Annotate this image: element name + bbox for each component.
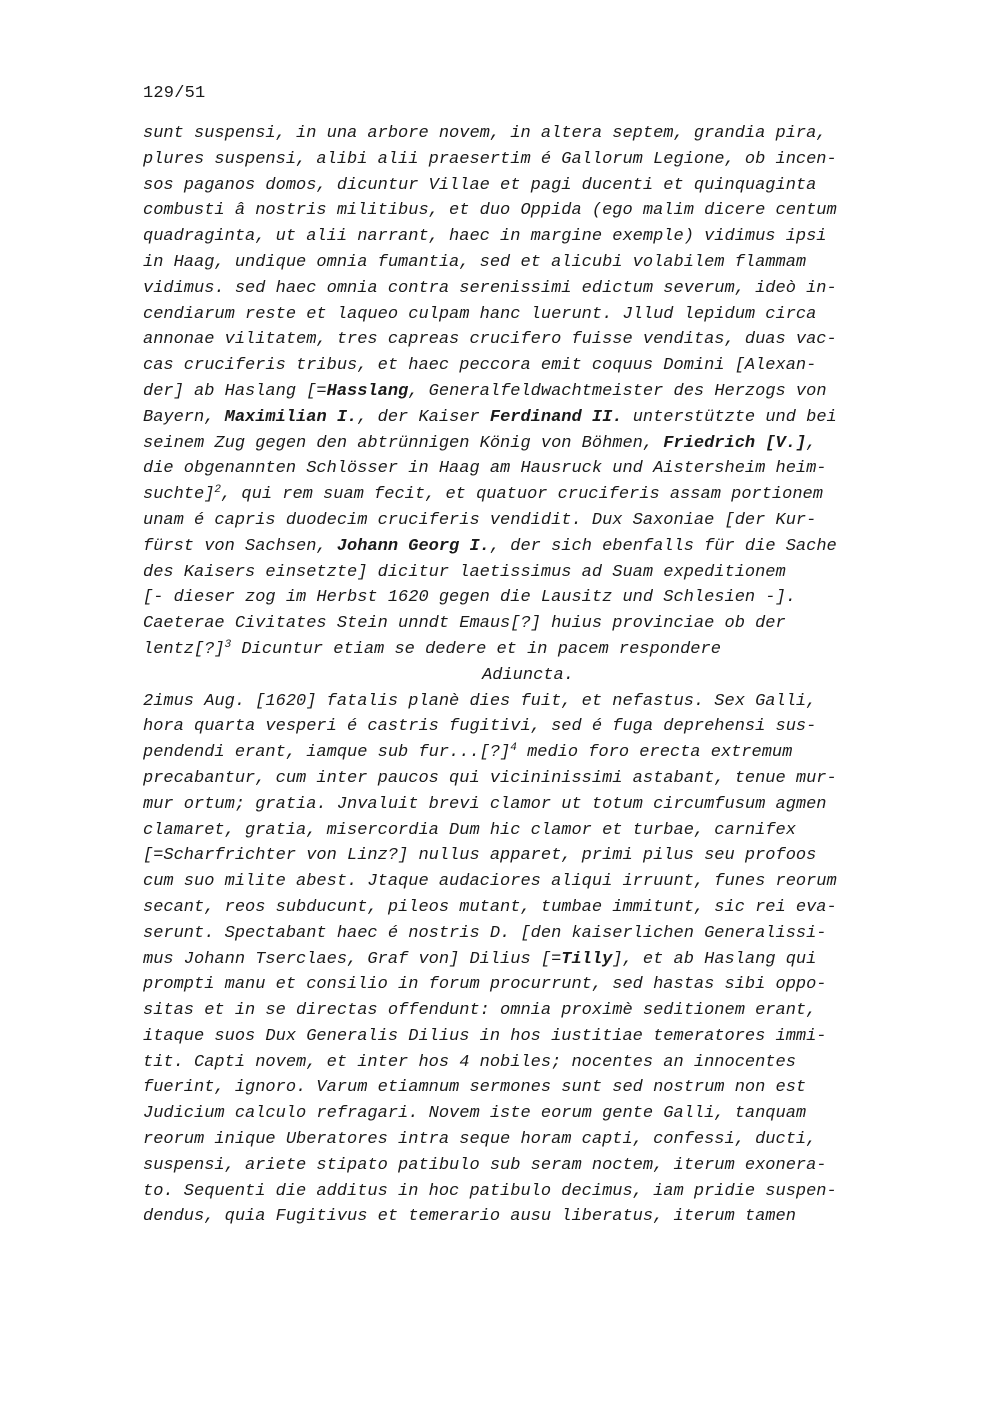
text-segment: sos paganos domos, dicuntur Villae et pagi ducenti et quinquaginta — [143, 175, 817, 195]
text-line — [143, 611, 913, 637]
text-segment: itaque suos Dux Generalis Dilius in hos iustitiae temeratores immi- — [143, 1026, 827, 1046]
text-segment: des Kaisers einsetzte] dicitur laetissimus ad Suam expeditionem — [143, 562, 786, 582]
text-line — [143, 1204, 913, 1230]
text-segment: , der Kaiser — [357, 407, 490, 427]
text-segment: fuerint, ignoro. Varum etiamnum sermones sunt sed nostrum non est — [143, 1078, 807, 1098]
footnote-marker: 3 — [224, 638, 232, 651]
text-segment: cas cruciferis tribus, et haec peccora emit coquus Domini [Alexan- — [143, 356, 817, 376]
text-line — [143, 585, 913, 611]
text-segment: sitas et in se directas offendunt: omnia proximè seditionem erant, — [143, 1001, 817, 1021]
text-line — [143, 173, 913, 199]
text-segment: Bayern, — [143, 407, 225, 427]
text-segment: , qui rem suam fecit, et quatuor cruciferis assam portionem — [221, 485, 823, 505]
bold-name: Hasslang — [326, 381, 409, 401]
text-segment: Judicium calculo refragari. Novem iste eorum gente Galli, tanquam — [143, 1104, 807, 1124]
text-segment: suspensi, ariete stipato patibulo sub seram noctem, iterum exonera- — [143, 1155, 827, 1175]
text-segment: die obgenannten Schlösser in Haag am Hausruck und Aistersheim heim- — [143, 459, 827, 479]
text-line — [143, 379, 913, 405]
text-line — [143, 689, 913, 715]
text-segment: unterstützte und bei — [622, 407, 837, 427]
text-segment: mus Johann Tserclaes, Graf von] Dilius [= — [143, 949, 562, 969]
text-segment: [=Scharfrichter von Linz?] nullus apparet, primi pilus seu profoos — [143, 846, 817, 866]
page-number: 129/51 — [143, 84, 206, 103]
text-line — [143, 1127, 913, 1153]
text-segment: , Generalfeldwachtmeister des Herzogs von — [408, 381, 827, 401]
text-segment: prompti manu et consilio in forum procurrunt, sed hastas sibi oppo- — [143, 975, 827, 995]
text-segment: tit. Capti novem, et inter hos 4 nobiles; nocentes an innocentes — [143, 1052, 796, 1072]
text-line — [143, 250, 913, 276]
text-line — [143, 972, 913, 998]
text-line — [143, 302, 913, 328]
text-segment: mur ortum; gratia. Jnvaluit brevi clamor ut totum circumfusum agmen — [143, 794, 827, 814]
text-segment: sunt suspensi, in una arbore novem, in altera septem, grandia pira, — [143, 124, 827, 143]
text-line — [143, 843, 913, 869]
text-line — [143, 327, 913, 353]
text-segment: Adiuncta. — [482, 665, 574, 685]
text-line — [143, 456, 913, 482]
text-line — [143, 1153, 913, 1179]
text-line — [143, 740, 913, 766]
text-line — [143, 921, 913, 947]
text-line — [143, 276, 913, 302]
text-line — [143, 431, 913, 457]
text-segment: precabantur, cum inter paucos qui vicininissimi astabant, tenue mur- — [143, 768, 837, 788]
bold-name: Tilly — [561, 949, 613, 969]
text-segment: serunt. Spectabant haec é nostris D. [den kaiserlichen Generalissi- — [143, 923, 827, 943]
text-segment: [- dieser zog im Herbst 1620 gegen die Lausitz und Schlesien -]. — [143, 588, 796, 608]
footnote-marker: 2 — [214, 484, 222, 497]
text-line — [143, 198, 913, 224]
bold-name: Johann Georg I. — [336, 536, 490, 556]
text-line — [143, 637, 913, 663]
text-segment: vidimus. sed haec omnia contra serenissimi edictum severum, ideò in- — [143, 278, 837, 298]
text-segment: lentz[?] — [143, 639, 225, 659]
text-segment: , der sich ebenfalls für die Sache — [489, 536, 837, 556]
text-segment: Caeterae Civitates Stein unndt Emaus[?] huius provinciae ob der — [143, 614, 786, 634]
text-line — [143, 1179, 913, 1205]
text-segment: plures suspensi, alibi alii praesertim é Gallorum Legione, ob incen- — [143, 149, 837, 169]
text-line — [143, 560, 913, 586]
text-line — [143, 869, 913, 895]
text-line — [143, 353, 913, 379]
text-segment: , — [806, 433, 817, 453]
text-line — [143, 405, 913, 431]
bold-name: Friedrich [V.] — [663, 433, 807, 453]
bold-name: Ferdinand II. — [489, 407, 623, 427]
text-line — [143, 818, 913, 844]
text-line — [143, 895, 913, 921]
text-segment: quadraginta, ut alii narrant, haec in margine exemple) vidimus ipsi — [143, 227, 827, 247]
text-line — [143, 998, 913, 1024]
text-segment: to. Sequenti die additus in hoc patibulo decimus, iam pridie suspen- — [143, 1181, 837, 1201]
body-text — [143, 121, 913, 1230]
text-line — [143, 947, 913, 973]
text-segment: suchte] — [143, 485, 215, 505]
text-line — [143, 792, 913, 818]
text-segment: pendendi erant, iamque sub fur...[?] — [143, 743, 511, 763]
text-segment: clamaret, gratia, misercordia Dum hic clamor et turbae, carnifex — [143, 820, 796, 840]
text-segment: in Haag, undique omnia fumantia, sed et alicubi volabilem flammam — [143, 252, 807, 272]
text-segment: der] ab Haslang [= — [143, 381, 327, 401]
text-segment: dendus, quia Fugitivus et temerario ausu liberatus, iterum tamen — [143, 1207, 796, 1227]
text-segment: hora quarta vesperi é castris fugitivi, sed é fuga deprehensi sus- — [143, 717, 817, 737]
text-segment: cum suo milite abest. Jtaque audaciores aliqui irruunt, funes reorum — [143, 872, 837, 892]
text-segment: reorum inique Uberatores intra seque horam capti, confessi, ducti, — [143, 1130, 817, 1150]
text-line — [143, 714, 913, 740]
text-line — [143, 1024, 913, 1050]
text-segment: ], et ab Haslang qui — [612, 949, 817, 969]
text-segment: annonae vilitatem, tres capreas crucifero fuisse venditas, duas vac- — [143, 330, 837, 350]
text-line — [143, 663, 913, 689]
text-segment: combusti â nostris militibus, et duo Oppida (ego malim dicere centum — [143, 201, 837, 221]
text-line — [143, 766, 913, 792]
text-line — [143, 1050, 913, 1076]
text-segment: Dicuntur etiam se dedere et in pacem respondere — [231, 639, 721, 659]
text-line — [143, 508, 913, 534]
text-segment: medio foro erecta extremum — [516, 743, 793, 763]
text-segment: seinem Zug gegen den abtrünnigen König von Böhmen, — [143, 433, 664, 453]
text-segment: unam é capris duodecim cruciferis vendidit. Dux Saxoniae [der Kur- — [143, 510, 817, 530]
text-line — [143, 534, 913, 560]
text-segment: cendiarum reste et laqueo culpam hanc luerunt. Jllud lepidum circa — [143, 304, 817, 324]
text-line — [143, 482, 913, 508]
text-line — [143, 121, 913, 147]
text-segment: 2imus Aug. [1620] fatalis planè dies fuit, et nefastus. Sex Galli, — [143, 691, 817, 711]
bold-name: Maximilian I. — [224, 407, 358, 427]
text-line — [143, 147, 913, 173]
text-segment: fürst von Sachsen, — [143, 536, 337, 556]
text-line — [143, 1075, 913, 1101]
text-segment: secant, reos subducunt, pileos mutant, tumbae immitunt, sic rei eva- — [143, 897, 837, 917]
text-line — [143, 1101, 913, 1127]
text-line — [143, 224, 913, 250]
footnote-marker: 4 — [510, 742, 517, 755]
